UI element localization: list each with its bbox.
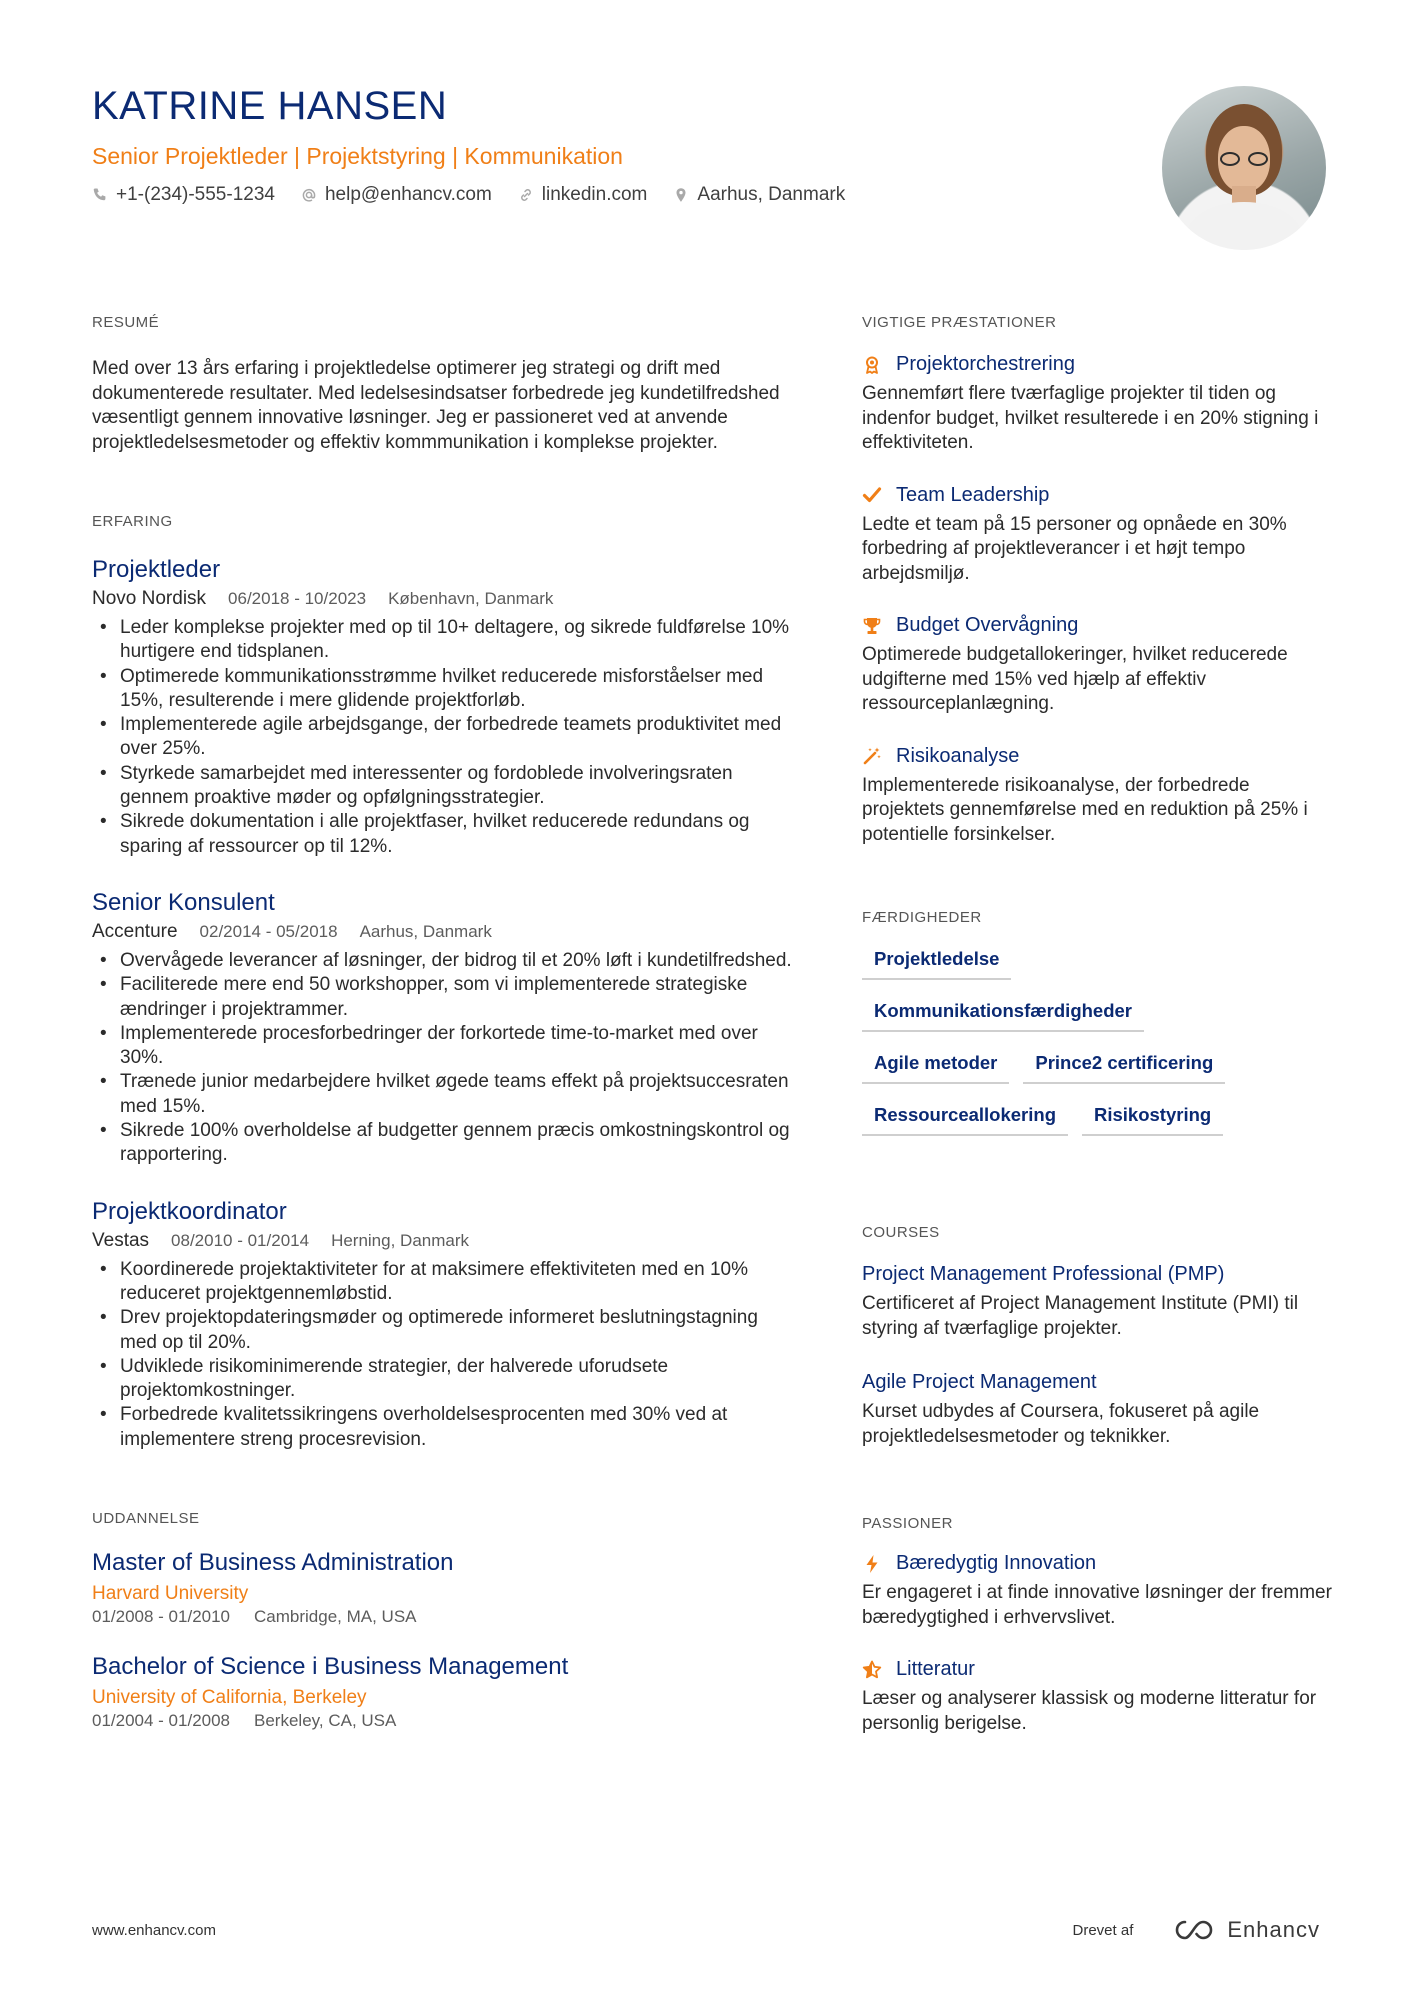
job-bullet: • Koordinerede projektaktiviteter for at maksimere effektiviteten med en 10% reduceret projektgennemløbstid. — [92, 1258, 792, 1307]
job-bullet: • Faciliterede mere end 50 workshopper, som vi implementerede strategiske ændringer i projektrammer. — [92, 973, 792, 1022]
brand-logo[interactable] — [1173, 1917, 1320, 1943]
education-degree: Bachelor of Science i Business Management — [92, 1653, 569, 1681]
achievement-title: Team Leadership — [896, 483, 1050, 506]
education-location: Berkeley, CA, USA — [254, 1711, 397, 1731]
resume-section — [92, 314, 792, 455]
job-entry — [92, 889, 792, 1168]
job-company: Vestas — [92, 1229, 150, 1251]
achievement-item — [862, 614, 1332, 717]
achievement-title: Budget Overvågning — [896, 614, 1079, 636]
job-title: Projektleder — [92, 556, 221, 583]
achievements-section — [862, 314, 1332, 847]
job-bullet: • Sikrede dokumentation i alle projektfaser, hvilket reducerede redundans og sparing af ressourcer op til 12%. — [92, 810, 792, 859]
job-bullet: • Optimerede kommunikationsstrømme hvilket reducerede misforståelser med 15%, resulterende i mere glidende projektforløb. — [92, 665, 792, 714]
resume-summary: Med over 13 års erfaring i projektledelse optimerer jeg strategi og drift med dokumenterede resultater. Med ledelsesindsatser forbedrede jeg kundetilfredshed væsentligt gennem innovative løsninger. Jeg er passioneret ved at anvende projektledelsesmetoder og effektiv kommmunikation i komplekse projekter. — [92, 358, 780, 453]
section-title-resume: RESUMÉ — [92, 314, 160, 331]
skills-list — [862, 948, 1302, 1136]
job-bullets — [92, 1258, 792, 1452]
achievement-desc: Optimerede budgetallokeringer, hvilket reducerede udgifterne med 15% ved hjælp af effektiv ressourceplanlægning. — [862, 644, 1288, 714]
lightning-bolt-icon — [862, 1554, 882, 1574]
award-ribbon-icon — [862, 355, 882, 375]
candidate-subtitle: Senior Projektleder | Projektstyring | Kommunikation — [92, 143, 623, 169]
phone-icon — [92, 187, 108, 203]
skill-tag: Kommunikationsfærdigheder — [862, 1000, 1144, 1032]
job-title: Projektkoordinator — [92, 1197, 287, 1225]
job-bullet: • Sikrede 100% overholdelse af budgetter gennem præcis omkostningskontrol og rapportering. — [92, 1119, 792, 1168]
job-bullet: • Forbedrede kvalitetssikringens overholdelsesprocenten med 30% ved at implementere streng procesrevision. — [92, 1403, 792, 1452]
course-title: Agile Project Management — [862, 1371, 1097, 1393]
left-column — [92, 314, 792, 1731]
location-text: Aarhus, Danmark — [697, 184, 846, 205]
job-location: København, Danmark — [388, 589, 554, 608]
brand-name: Enhancv — [1227, 1917, 1320, 1942]
course-desc: Kurset udbydes af Coursera, fokuseret på agile projektledelsesmetoder og teknikker. — [862, 1401, 1260, 1447]
education-school: University of California, Berkeley — [92, 1687, 367, 1709]
passion-desc: Læser og analyserer klassisk og moderne litteratur for personlig berigelse. — [862, 1688, 1317, 1734]
trophy-icon — [862, 616, 882, 636]
job-meta — [92, 921, 792, 943]
candidate-name: KATRINE HANSEN — [92, 84, 448, 128]
job-bullet: • Trænede junior medarbejdere hvilket øgede teams effekt på projektsuccesraten med 15%. — [92, 1070, 792, 1119]
education-dates: 01/2008 - 01/2010 — [92, 1607, 231, 1627]
job-bullets — [92, 616, 792, 859]
courses-section — [862, 1224, 1332, 1449]
powered-by-label: Drevet af — [1072, 1921, 1134, 1939]
passion-desc: Er engageret i at finde innovative løsninger der fremmer bæredygtighed i erhvervslivet. — [862, 1582, 1332, 1628]
profile-photo — [1162, 86, 1326, 250]
passion-item — [862, 1552, 1332, 1630]
job-bullet: • Overvågede leverancer af løsninger, der bidrog til et 20% løft i kundetilfredshed. — [92, 949, 792, 973]
job-bullet: • Implementerede procesforbedringer der forkortede time-to-market med over 30%. — [92, 1022, 792, 1071]
contact-location — [673, 184, 845, 206]
section-title-skills: FÆRDIGHEDER — [862, 909, 982, 926]
magic-wand-icon — [862, 746, 882, 766]
location-pin-icon — [673, 187, 689, 203]
section-title-passions: PASSIONER — [862, 1515, 953, 1532]
phone-text: +1-(234)-555-1234 — [116, 184, 275, 205]
linkedin-link[interactable]: linkedin.com — [541, 184, 648, 205]
achievement-title: Projektorchestrering — [896, 353, 1075, 375]
job-entry — [92, 1198, 792, 1452]
education-meta — [92, 1711, 792, 1731]
skill-tag: Projektledelse — [862, 948, 1011, 980]
education-entry — [92, 1549, 792, 1627]
right-column — [862, 314, 1332, 1736]
achievement-title: Risikoanalyse — [896, 744, 1020, 767]
education-meta — [92, 1607, 792, 1627]
education-location: Cambridge, MA, USA — [254, 1607, 417, 1627]
job-bullet: • Leder komplekse projekter med op til 10+ deltagere, og sikrede fuldførelse 10% hurtigere end tidsplanen. — [92, 616, 792, 665]
checkmark-icon — [862, 485, 882, 505]
resume-header — [92, 84, 1152, 206]
education-entry — [92, 1653, 792, 1731]
job-meta — [92, 1230, 792, 1252]
passions-section — [862, 1515, 1332, 1736]
achievement-desc: Gennemført flere tværfaglige projekter til tiden og indenfor budget, hvilket resulterede i en 20% stigning i effektiviteten. — [862, 383, 1319, 453]
skill-tag: Ressourceallokering — [862, 1104, 1068, 1136]
contact-linkedin[interactable] — [518, 184, 648, 206]
section-title-education: UDDANNELSE — [92, 1510, 200, 1528]
job-dates: 06/2018 - 10/2023 — [228, 589, 367, 608]
achievement-item — [862, 484, 1332, 587]
job-location: Herning, Danmark — [331, 1230, 470, 1250]
skill-tag: Risikostyring — [1082, 1104, 1223, 1136]
at-sign-icon — [301, 187, 317, 203]
course-title: Project Management Professional (PMP) — [862, 1263, 1225, 1285]
footer-url[interactable]: www.enhancv.com — [92, 1921, 216, 1939]
star-icon — [862, 1660, 882, 1680]
achievement-item — [862, 353, 1332, 456]
achievement-item — [862, 745, 1332, 848]
job-bullet: • Drev projektopdateringsmøder og optimerede informeret beslutningstagning med op til 20%. — [92, 1306, 792, 1355]
passion-title: Bæredygtig Innovation — [896, 1552, 1097, 1574]
course-item — [862, 1263, 1332, 1341]
course-desc: Certificeret af Project Management Institute (PMI) til styring af tværfaglige projekter. — [862, 1293, 1299, 1339]
passion-item — [862, 1658, 1332, 1736]
section-title-achievements: VIGTIGE PRÆSTATIONER — [862, 314, 1057, 331]
education-degree: Master of Business Administration — [92, 1549, 454, 1577]
education-dates: 01/2004 - 01/2008 — [92, 1711, 231, 1731]
job-bullets — [92, 949, 792, 1168]
job-entry — [92, 556, 792, 859]
job-bullet: • Implementerede agile arbejdsgange, der forbedrede teamets produktivitet med over 25%. — [92, 713, 792, 762]
contact-email[interactable] — [301, 184, 492, 206]
infinity-logo-icon — [1173, 1918, 1219, 1942]
experience-section — [92, 513, 792, 1452]
job-company: Novo Nordisk — [92, 588, 207, 609]
education-section — [92, 1510, 792, 1731]
job-title: Senior Konsulent — [92, 888, 275, 916]
email-link[interactable]: help@enhancv.com — [324, 184, 492, 205]
job-bullet: • Styrkede samarbejdet med interessenter og fordoblede involveringsraten gennem proaktive møder og opfølgningsstrategier. — [92, 762, 792, 811]
section-title-courses: COURSES — [862, 1224, 940, 1241]
passion-title: Litteratur — [896, 1658, 975, 1680]
link-icon — [518, 187, 534, 203]
section-title-experience: ERFARING — [92, 513, 173, 530]
job-location: Aarhus, Danmark — [359, 921, 492, 941]
skill-tag: Agile metoder — [862, 1052, 1009, 1084]
course-item — [862, 1371, 1332, 1449]
achievement-desc: Ledte et team på 15 personer og opnåede en 30% forbedring af projektleverancer i et højt tempo arbejdsmiljø. — [862, 513, 1287, 584]
job-dates: 02/2014 - 05/2018 — [199, 921, 338, 941]
job-dates: 08/2010 - 01/2014 — [171, 1230, 310, 1250]
contact-row — [92, 184, 1152, 206]
job-bullet: • Udviklede risikominimerende strategier, der halverede uforudsete projektomkostninger. — [92, 1355, 792, 1404]
education-school: Harvard University — [92, 1583, 249, 1605]
contact-phone — [92, 184, 275, 206]
job-meta — [92, 588, 792, 610]
achievement-desc: Implementerede risikoanalyse, der forbedrede projektets gennemførelse med en reduktion på 25% i potentielle forsinkelser. — [862, 774, 1308, 845]
skill-tag: Prince2 certificering — [1023, 1052, 1225, 1084]
job-company: Accenture — [92, 920, 178, 942]
skills-section — [862, 909, 1332, 1136]
page-footer — [92, 1917, 1320, 1943]
